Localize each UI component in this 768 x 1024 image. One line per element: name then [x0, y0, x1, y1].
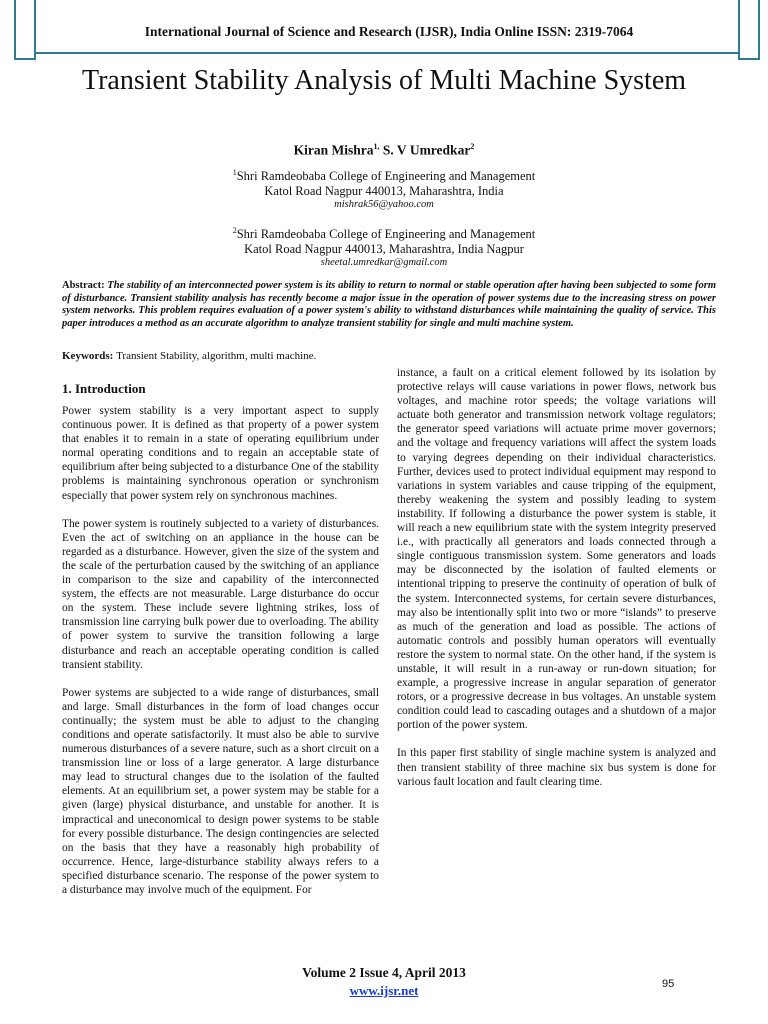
affiliation-superscript: 1: [232, 168, 237, 177]
paragraph: instance, a fault on a critical element followed by its isolation by protective relays will cause variations in power flows, network bus voltages, and machine rotor speeds; the voltage variations will actuate both generator and transmission network voltage regulators; the generator speed variations will actuate prime mover governors; and the voltage and frequency variations will affect the system loads to varying degrees depending on their individual characteristics. Further, devices used to protect individual equipment may respond to variations in system variables and cause tripping of the equipment, thereby weakening the system and possibly leading to system instability. If following a disturbance the power system is stable, it will reach a new equilibrium state with the system integrity preserved i.e., with practically all generators and loads connected through a single contiguous transmission system. Some generators and loads may be disconnected by the isolation of faulted elements or intentional tripping to preserve the continuity of operation of bulk of the system. Interconnected systems, for certain severe disturbances, may also be intentionally split into two or more “islands” to preserve as much of the generation and load as possible. The actions of automatic controls and possibly human operators will eventually restore the system to normal state. On the other hand, if the system is unstable, it will result in a run-away or run-down situation; for example, a progressive increase in angular separation of generator rotors, or a progressive decrease in bus voltages. An unstable system condition could lead to cascading outages and a shutdown of a major portion of the power system.: [397, 367, 716, 732]
abstract-text: The stability of an interconnected power system is its ability to return to normal or stable operation after having been subjected to some form of disturbance. Transient stability analysis has recently become a major issue in the operation of power systems due to the increasing stress on power system networks. This problem requires evaluation of a power system's ability to withstand disturbances while maintaining the quality of service. This paper introduces a method as an accurate algorithm to analyze transient stability for single and multi machine system.: [62, 280, 716, 329]
left-column: [62, 404, 379, 911]
affiliation-1: [0, 166, 768, 213]
paper-title: Transient Stability Analysis of Multi Machine System: [81, 65, 687, 96]
affiliation-institution: Shri Ramdeobaba College of Engineering and Management: [236, 227, 536, 242]
header-frame-right: [738, 0, 760, 60]
paragraph: Power system stability is a very important aspect to supply continuous power. It is defined as that property of a power system that enables it to remain in a state of operating equilibrium under normal operating conditions and to regain an acceptable state of equilibrium after being subjected to a disturbance One of the stability problems is maintaining synchronous operation or synchronism especially that power system rely on synchronous machines.: [62, 405, 379, 502]
affiliation-superscript: 2: [232, 226, 237, 235]
right-column: [397, 366, 716, 803]
header-frame-left: [14, 0, 36, 60]
authors: [0, 142, 768, 159]
affiliation-address: Katol Road Nagpur 440013, Maharashtra, India Nagpur: [244, 241, 524, 256]
paragraph: Power systems are subjected to a wide range of disturbances, small and large. Small disturbances in the form of load changes occur continually; the system must be able to adjust to the changing conditions and operate satisfactorily. It must also be able to survive numerous disturbances of a severe nature, such as a short circuit on a transmission line or loss of a large generator. A large disturbance may lead to structural changes due to the isolation of the faulted elements. At an equilibrium set, a power system may be stable for a given (large) physical disturbance, and unstable for another. It is impractical and uneconomical to design power systems to be stable for every possible disturbance. The design contingencies are selected on the basis that they have a reasonably high probability of occurrence. Hence, large-disturbance stability always refers to a specified disturbance scenario. The response of the power system to a disturbance may involve much of the equipment. For: [62, 686, 379, 896]
footer-website-link[interactable]: www.ijsr.net: [349, 983, 419, 998]
section-heading-introduction: 1. Introduction: [62, 381, 146, 396]
affiliation-email: sheetal.umredkar@gmail.com: [320, 257, 448, 269]
affiliation-address: Katol Road Nagpur 440013, Maharashtra, India: [264, 183, 504, 198]
paragraph: In this paper first stability of single machine system is analyzed and then transient stability of three machine six bus system is done for various fault location and fault clearing time.: [397, 747, 716, 788]
keywords: [62, 350, 392, 362]
author-name: Kiran Mishra: [293, 142, 374, 158]
affiliation-email: mishrak56@yahoo.com: [334, 199, 434, 211]
author-name: S. V Umredkar: [379, 142, 471, 158]
affiliation-institution: Shri Ramdeobaba College of Engineering and Management: [236, 169, 536, 184]
page-number: 95: [662, 978, 675, 990]
abstract: [62, 280, 716, 330]
author-superscript: 1,: [373, 142, 380, 151]
header-rule: [36, 52, 738, 54]
journal-header: International Journal of Science and Research (IJSR), India Online ISSN: 2319-7064: [144, 24, 634, 39]
paragraph: The power system is routinely subjected to a variety of disturbances. Even the act of switching on an appliance in the house can be regarded as a disturbance. However, given the size of the system and the scale of the perturbation caused by the switching of an appliance in comparison to the size and capability of the interconnected system, the effects are not measurable. Large disturbance do occur on the system. These include severe lightning strikes, loss of transmission line carrying bulk power due to overloading. The ability of power system to survive the transition following a large disturbance and reach an acceptable operating condition is called transient stability.: [62, 517, 379, 671]
author-superscript: 2: [470, 142, 475, 151]
abstract-label: Abstract:: [62, 280, 108, 291]
keywords-label: Keywords:: [62, 350, 117, 362]
keywords-text: Transient Stability, algorithm, multi machine.: [116, 350, 317, 362]
affiliation-2: [0, 224, 768, 271]
footer-volume: Volume 2 Issue 4, April 2013: [302, 965, 466, 980]
